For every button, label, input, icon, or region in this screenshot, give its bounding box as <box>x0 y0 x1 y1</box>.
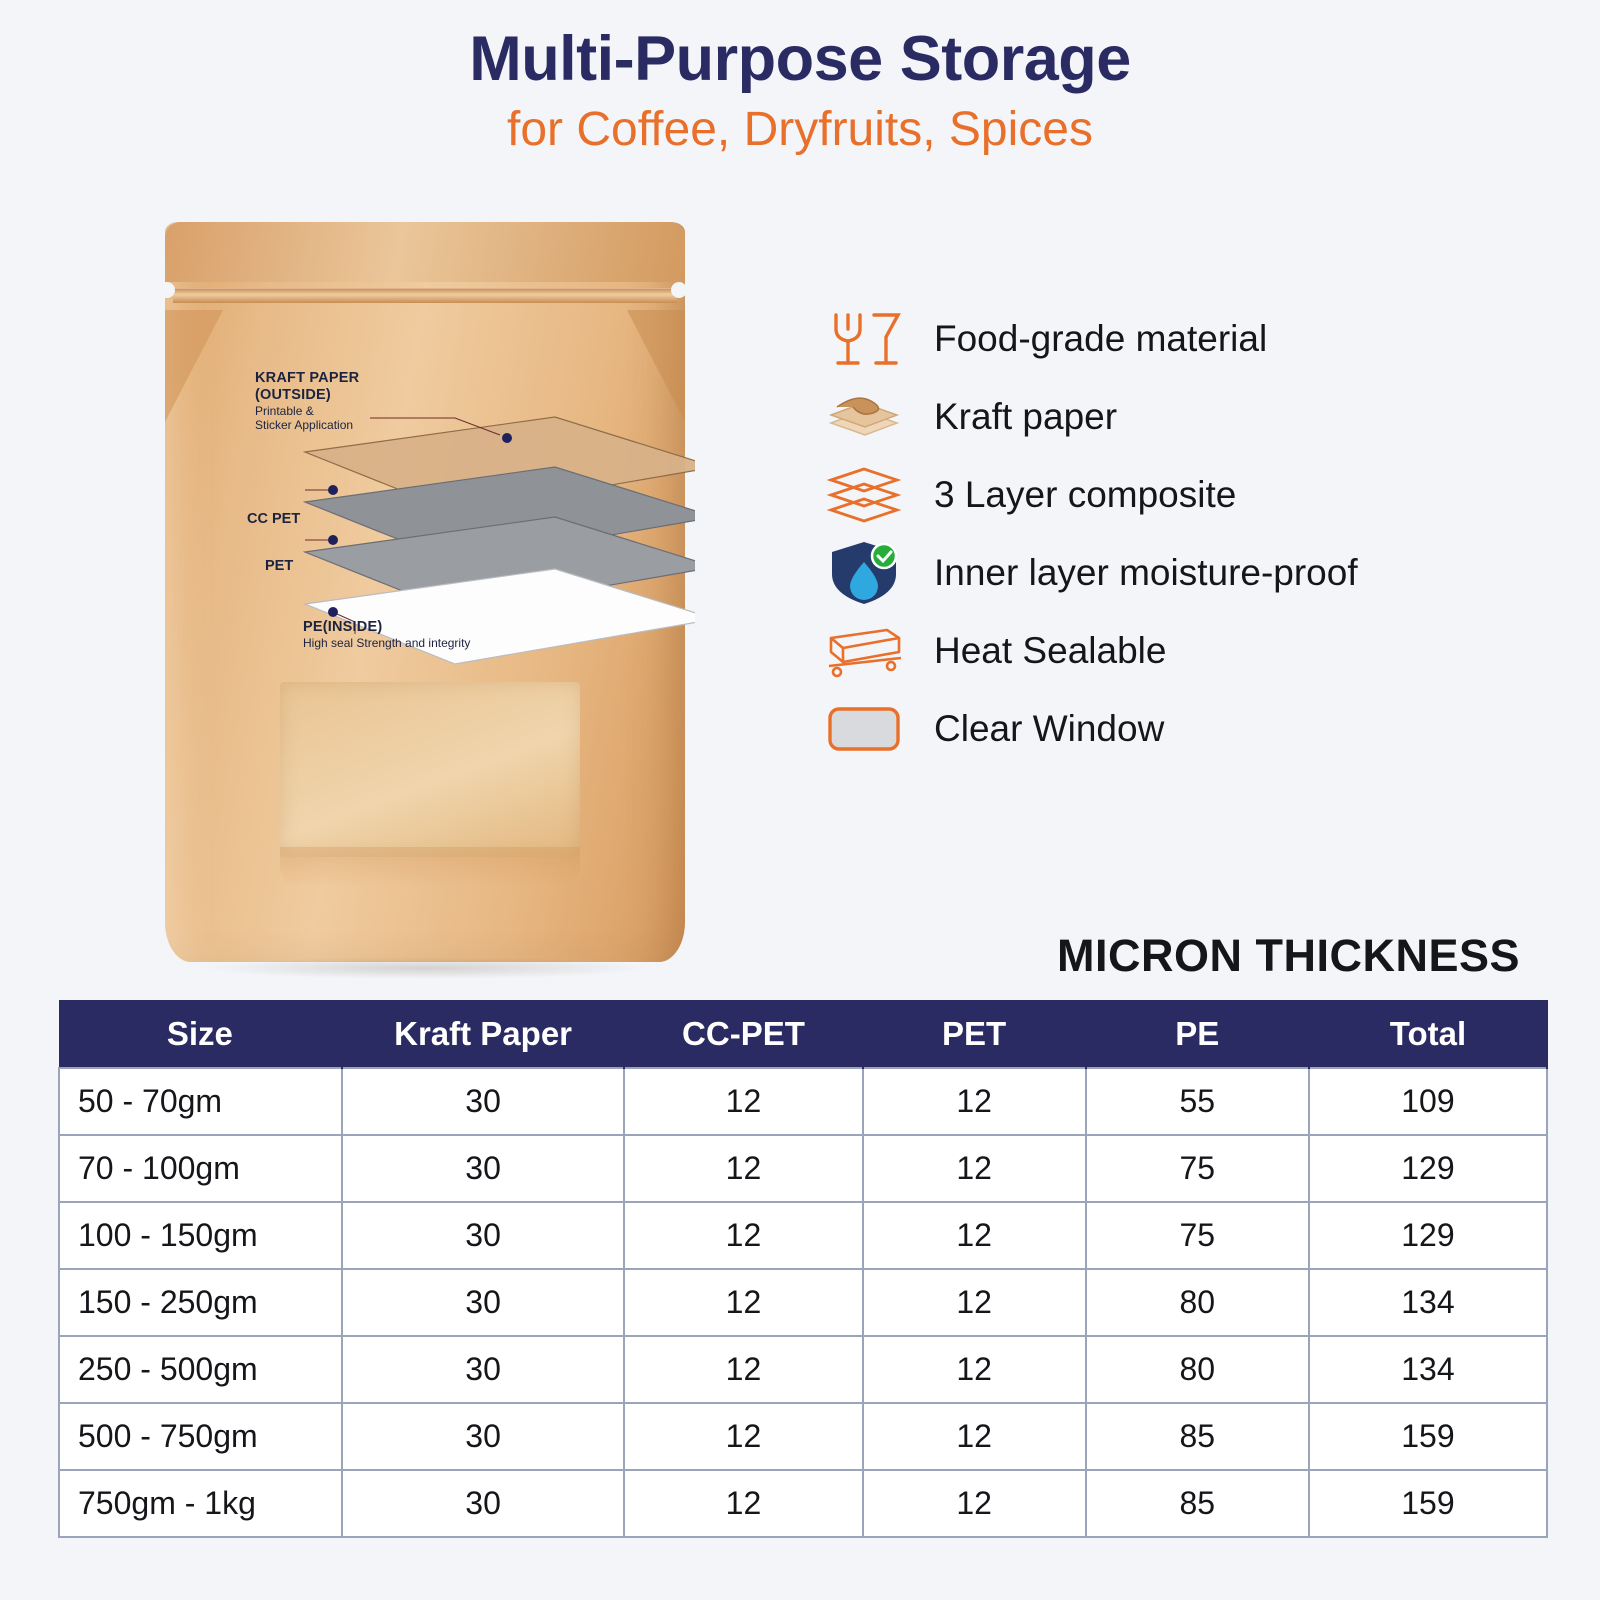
cell-kraft: 30 <box>342 1269 625 1336</box>
cell-size: 100 - 150gm <box>59 1202 342 1269</box>
cell-size: 750gm - 1kg <box>59 1470 342 1537</box>
cell-pet: 12 <box>863 1336 1086 1403</box>
table-row <box>59 1470 1547 1537</box>
table-row <box>59 1068 1547 1135</box>
cell-total: 134 <box>1309 1269 1547 1336</box>
cell-kraft: 30 <box>342 1470 625 1537</box>
column-header-kraft-paper: Kraft Paper <box>342 1000 625 1068</box>
cell-pet: 12 <box>863 1068 1086 1135</box>
product-image <box>155 222 695 977</box>
cell-total: 129 <box>1309 1135 1547 1202</box>
column-header-size: Size <box>59 1000 342 1068</box>
feature-label: Heat Sealable <box>934 630 1167 671</box>
cell-ccpet: 12 <box>624 1135 862 1202</box>
cell-pet: 12 <box>863 1470 1086 1537</box>
cell-ccpet: 12 <box>624 1403 862 1470</box>
feature-label: Food-grade material <box>934 318 1268 359</box>
cell-size: 70 - 100gm <box>59 1135 342 1202</box>
table-row <box>59 1336 1547 1403</box>
cell-kraft: 30 <box>342 1336 625 1403</box>
label-kraft-title2: (OUTSIDE) <box>255 387 331 404</box>
cell-size: 50 - 70gm <box>59 1068 342 1135</box>
shield-water-drop-icon <box>820 540 908 606</box>
feature-item-kraft-paper <box>820 378 1520 456</box>
label-cc-pet: CC PET <box>247 511 301 527</box>
cell-pe: 75 <box>1086 1135 1309 1202</box>
cell-ccpet: 12 <box>624 1336 862 1403</box>
table-row <box>59 1135 1547 1202</box>
cell-pe: 80 <box>1086 1336 1309 1403</box>
cell-kraft: 30 <box>342 1403 625 1470</box>
cell-ccpet: 12 <box>624 1269 862 1336</box>
label-kraft-sub2: Sticker Application <box>255 418 354 433</box>
cell-total: 129 <box>1309 1202 1547 1269</box>
cell-size: 250 - 500gm <box>59 1336 342 1403</box>
feature-label: Kraft paper <box>934 396 1118 437</box>
feature-list <box>820 300 1520 768</box>
cell-ccpet: 12 <box>624 1470 862 1537</box>
cell-ccpet: 12 <box>624 1068 862 1135</box>
column-header-pe: PE <box>1086 1000 1309 1068</box>
cell-pe: 80 <box>1086 1269 1309 1336</box>
cell-ccpet: 12 <box>624 1202 862 1269</box>
cell-total: 159 <box>1309 1403 1547 1470</box>
column-header-total: Total <box>1309 1000 1547 1068</box>
layer-diagram <box>155 222 695 922</box>
feature-item-moisture-proof <box>820 534 1520 612</box>
label-pe-sub: High seal Strength and integrity <box>303 636 471 651</box>
cell-kraft: 30 <box>342 1135 625 1202</box>
cell-pe: 55 <box>1086 1068 1309 1135</box>
cell-kraft: 30 <box>342 1068 625 1135</box>
cell-size: 150 - 250gm <box>59 1269 342 1336</box>
feature-item-clear-window <box>820 690 1520 768</box>
heat-sealer-icon <box>820 618 908 684</box>
feature-label: 3 Layer composite <box>934 474 1237 515</box>
cell-pet: 12 <box>863 1269 1086 1336</box>
table-row <box>59 1269 1547 1336</box>
cell-pe: 85 <box>1086 1403 1309 1470</box>
header <box>0 0 1600 157</box>
label-kraft-sub: Printable & <box>255 404 314 419</box>
feature-label: Inner layer moisture-proof <box>934 552 1358 593</box>
feature-label: Clear Window <box>934 708 1165 749</box>
feature-item-heat-sealable <box>820 612 1520 690</box>
three-layer-stack-icon <box>820 462 908 528</box>
cell-total: 134 <box>1309 1336 1547 1403</box>
table-header-row <box>59 1000 1547 1068</box>
cell-pet: 12 <box>863 1135 1086 1202</box>
clear-window-icon <box>820 696 908 762</box>
page-subtitle: for Coffee, Dryfruits, Spices <box>507 103 1093 157</box>
cell-pet: 12 <box>863 1202 1086 1269</box>
label-kraft-title: KRAFT PAPER <box>255 370 360 386</box>
cell-size: 500 - 750gm <box>59 1403 342 1470</box>
feature-item-3-layer <box>820 456 1520 534</box>
cell-pe: 75 <box>1086 1202 1309 1269</box>
fork-glass-food-grade-icon <box>820 306 908 372</box>
cell-total: 159 <box>1309 1470 1547 1537</box>
feature-item-food-grade <box>820 300 1520 378</box>
micron-thickness-heading: MICRON THICKNESS <box>1056 930 1520 981</box>
table-row <box>59 1403 1547 1470</box>
cell-kraft: 30 <box>342 1202 625 1269</box>
cell-total: 109 <box>1309 1068 1547 1135</box>
cell-pet: 12 <box>863 1403 1086 1470</box>
page-title: Multi-Purpose Storage <box>469 24 1131 94</box>
label-kraft-paper <box>255 370 359 433</box>
kraft-paper-sheet-icon <box>820 384 908 450</box>
label-pe-inside <box>303 619 470 650</box>
cell-pe: 85 <box>1086 1470 1309 1537</box>
label-pe-title: PE(INSIDE) <box>303 619 383 635</box>
table-row <box>59 1202 1547 1269</box>
micron-thickness-table <box>58 1000 1548 1538</box>
column-header-cc-pet: CC-PET <box>624 1000 862 1068</box>
label-pet: PET <box>265 558 294 574</box>
column-header-pet: PET <box>863 1000 1086 1068</box>
